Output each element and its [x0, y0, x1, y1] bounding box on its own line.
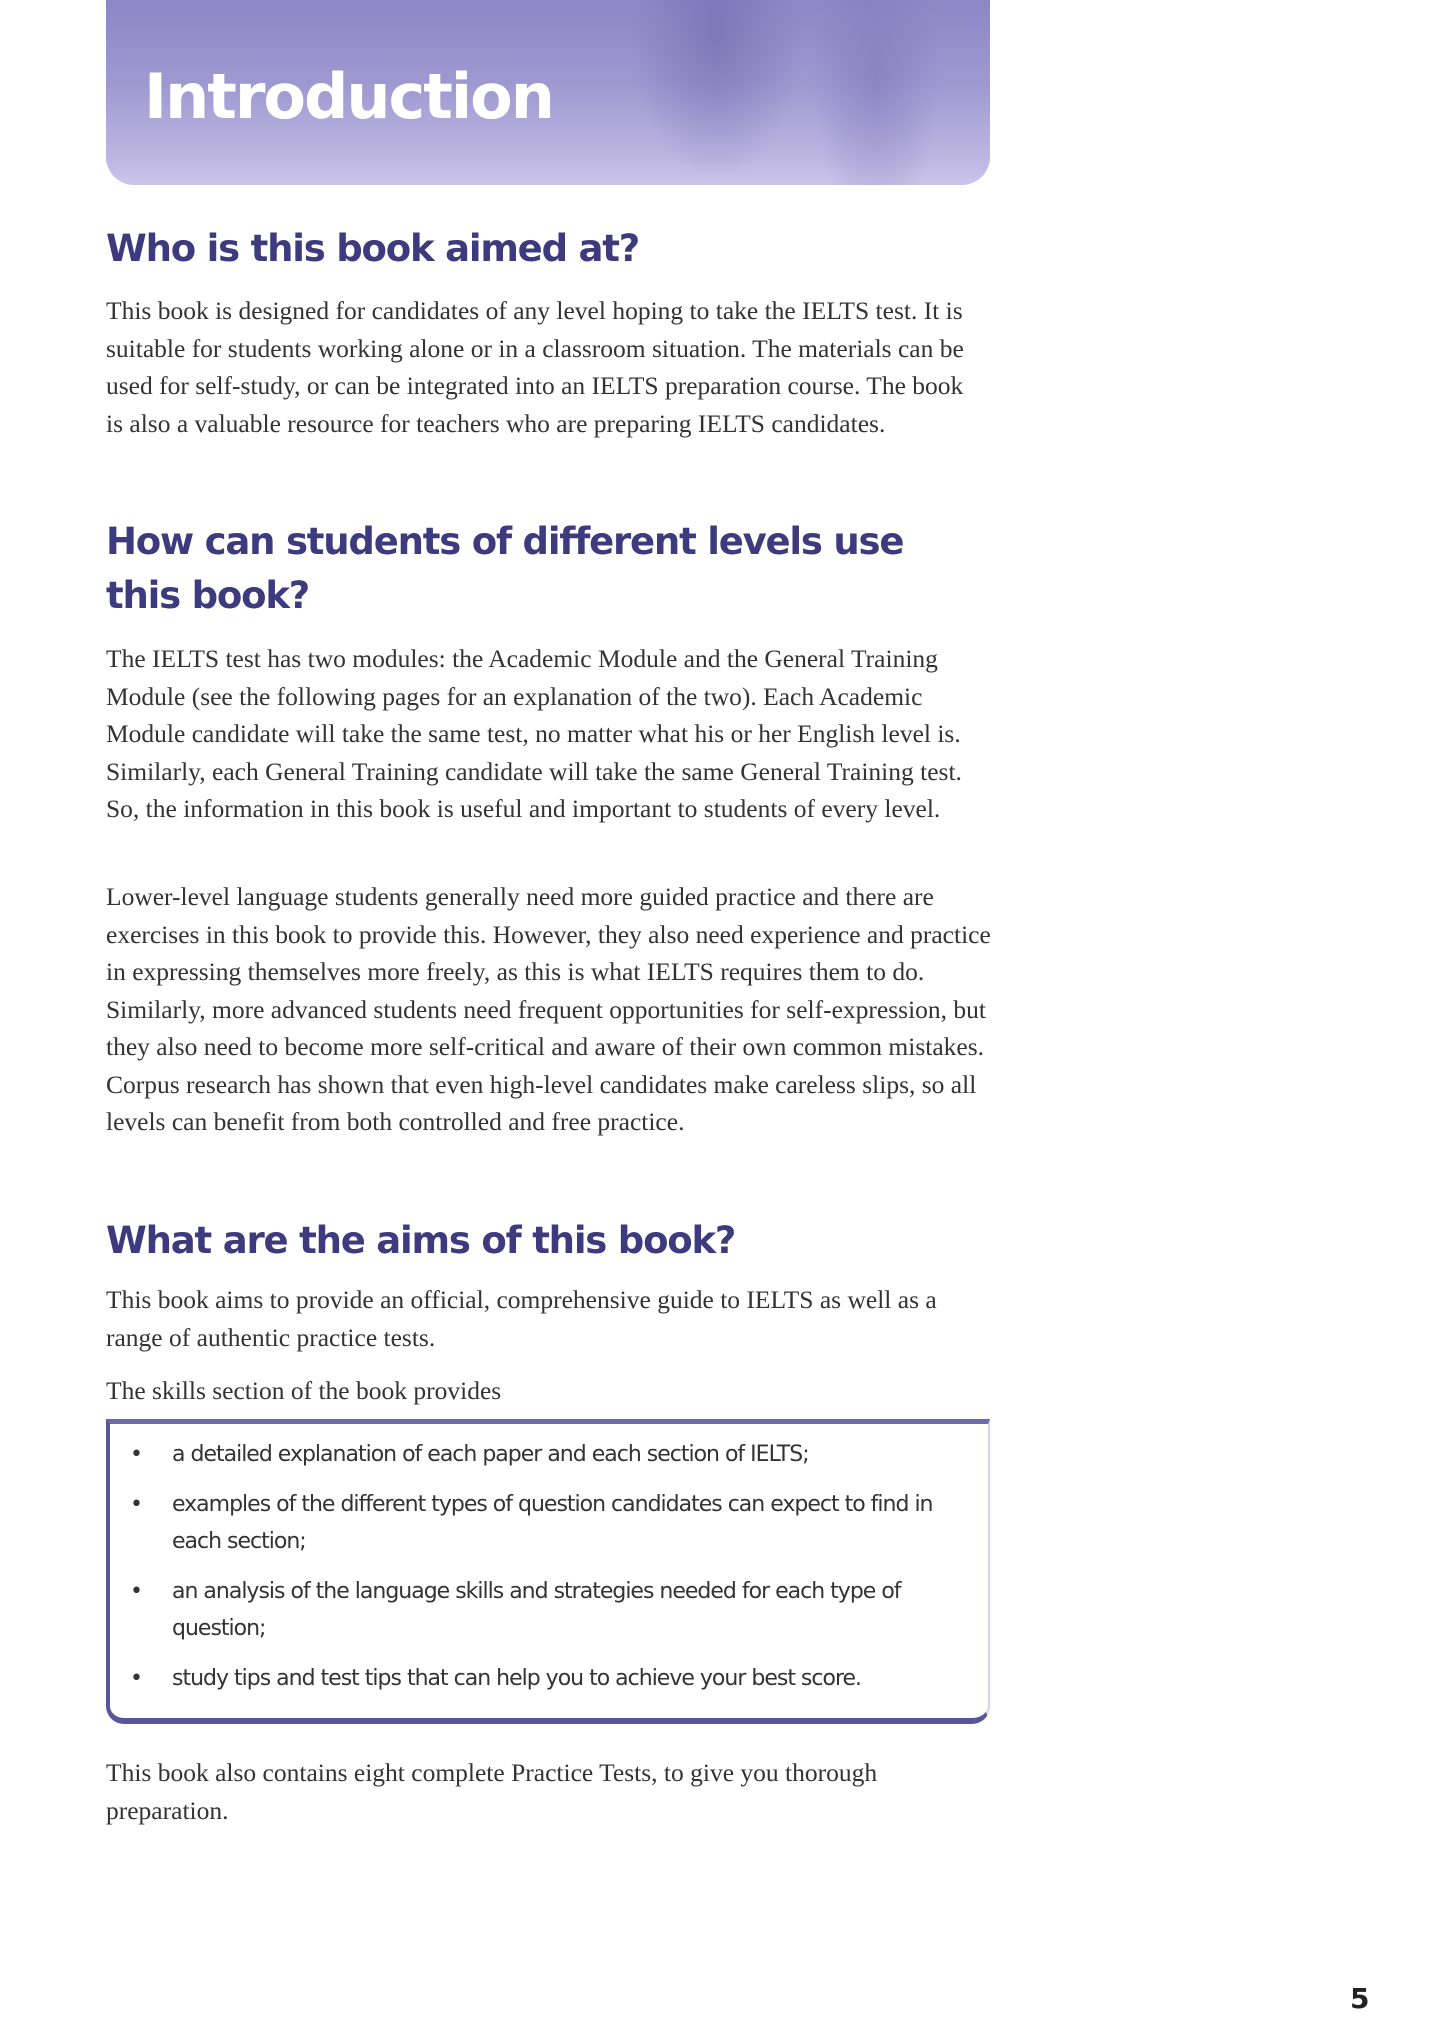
paragraph-practice-levels: Lower-level language students generally need more guided practice and there are exercises in this book to provide this. However, they also need experience and practice in expressing themselves more freely, as this is what IELTS requires them to do. Similarly, more advanced students need frequent opportunities for self-expression, but they also need to become more self-critical and aware of their own common mistakes. Corpus research has shown that even high-level candidates make careless slips, so all levels can benefit from both controlled and free practice. [106, 882, 991, 1136]
list-item: • examples of the different types of question candidates can expect to find in each section; [110, 1486, 970, 1560]
paragraph-modules: The IELTS test has two modules: the Academic Module and the General Training Module (see the following pages for an explanation of the two). Each Academic Module candidate will take the same test, no matter what his or her English level is. Similarly, each General Training candidate will take the same General Training test. So, the information in this book is useful and important to students of every level. [106, 644, 962, 823]
section-heading-levels [106, 515, 903, 623]
section-heading-audience: Who is this book aimed at? [106, 227, 640, 270]
chapter-banner [106, 0, 990, 185]
paragraph-practice-tests: This book also contains eight complete Practice Tests, to give you thorough preparation. [106, 1758, 878, 1825]
list-item: • study tips and test tips that can help you to achieve your best score. [110, 1660, 970, 1697]
bullet-icon: • [130, 1492, 142, 1517]
section-heading-levels-line1: How can students of different levels use [106, 520, 904, 563]
section-heading-aims: What are the aims of this book? [106, 1219, 736, 1262]
bullet-icon: • [130, 1442, 142, 1467]
skills-list [110, 1436, 970, 1710]
bullet-icon: • [130, 1579, 142, 1604]
bullet-icon: • [130, 1666, 142, 1691]
list-item: • a detailed explanation of each paper and each section of IELTS; [110, 1436, 970, 1473]
page-number: 5 [1350, 1982, 1370, 2015]
paragraph-skills-intro: The skills section of the book provides [106, 1376, 502, 1405]
chapter-title: Introduction [144, 60, 553, 133]
paragraph-aims: This book aims to provide an official, comprehensive guide to IELTS as well as a range of authentic practice tests. [106, 1285, 937, 1352]
paragraph-audience: This book is designed for candidates of any level hoping to take the IELTS test. It is suitable for students working alone or in a classroom situation. The materials can be used for self-study, or can be integrated into an IELTS preparation course. The book is also a valuable resource for teachers who are preparing IELTS candidates. [106, 296, 964, 438]
skills-list-box [106, 1419, 990, 1724]
section-heading-levels-line2: this book? [106, 574, 310, 617]
list-item: • an analysis of the language skills and strategies needed for each type of question; [110, 1573, 970, 1647]
